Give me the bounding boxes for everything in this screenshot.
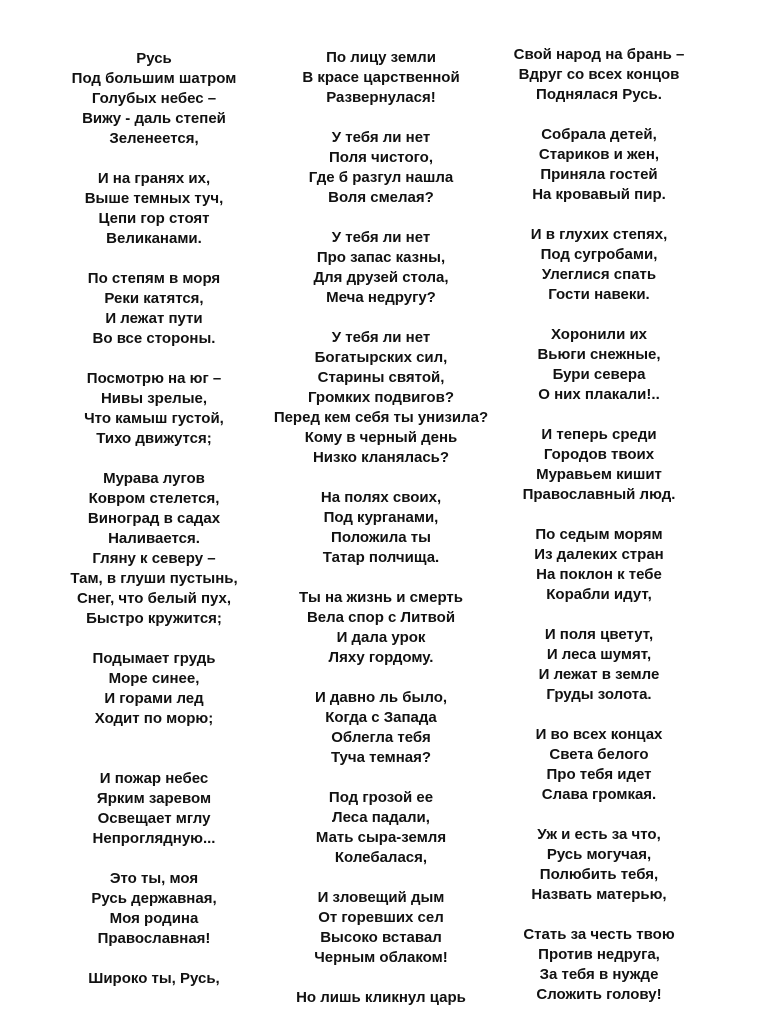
poem-line: И лежат в земле [538, 666, 660, 683]
poem-line: Когда с Запада [325, 709, 437, 726]
poem-line: От горевших сел [318, 909, 444, 926]
poem-line: Собрала детей, [541, 126, 657, 143]
poem-line: Света белого [549, 746, 649, 763]
poem-line: Где б разгул нашла [308, 169, 454, 186]
poem-line: И теперь среди [541, 426, 657, 443]
poem-line: Православный люд. [522, 486, 676, 503]
poem-line: И лежат пути [105, 310, 203, 327]
poem-line: Подымает грудь [92, 650, 216, 667]
poem-line: Там, в глуши пустынь, [70, 570, 238, 587]
poem-line: Старины святой, [317, 369, 445, 386]
poem-line: Против недруга, [538, 946, 660, 963]
poem-line: Улеглися спать [541, 266, 657, 283]
poem-line: На поклон к тебе [536, 566, 662, 583]
poem-line: Для друзей стола, [313, 269, 449, 286]
poem-line: Вижу - даль степей [82, 110, 226, 127]
poem-line: Под грозой ее [328, 789, 434, 806]
poem-line: Бури севера [552, 366, 646, 383]
poem-line: Во все стороны. [92, 330, 216, 347]
poem-line: На кровавый пир. [532, 186, 666, 203]
poem-line: Мурава лугов [103, 470, 205, 487]
poem-line: Поля чистого, [329, 149, 433, 166]
poem-line: И пожар небес [99, 770, 209, 787]
poem-line: Непроглядную... [92, 830, 216, 847]
poem-line: Положила ты [331, 529, 431, 546]
poem-line: Приняла гостей [540, 166, 658, 183]
poem-line: Ярким заревом [96, 790, 212, 807]
poem-line: У тебя ли нет [331, 329, 431, 346]
poem-line: Гляну к северу – [92, 550, 216, 567]
poem-line: Сложить голову! [536, 986, 662, 1003]
poem-line: Кому в черный день [304, 429, 458, 446]
poem-line: Ковром стелется, [88, 490, 220, 507]
poem-line: Городов твоих [543, 446, 655, 463]
poem-line: Русь [136, 50, 172, 67]
poem-line: Моя родина [109, 910, 199, 927]
poem-line: Громких подвигов? [308, 389, 454, 406]
poem-line: Муравьем кишит [536, 466, 662, 483]
poem-line: За тебя в нужде [539, 966, 659, 983]
poem-line: Хоронили их [550, 326, 648, 343]
poem-line: Слава громкая. [541, 786, 657, 803]
poem-line: И горами лед [104, 690, 204, 707]
poem-line: О них плакали!.. [538, 386, 660, 403]
poem-line: Туча темная? [330, 749, 432, 766]
poem-line: У тебя ли нет [331, 229, 431, 246]
poem-line: Про запас казны, [316, 249, 446, 266]
poem-line: Зеленеется, [109, 130, 199, 147]
poem-line: Свой народ на брань – [513, 46, 685, 63]
poem-line: Из далеких стран [534, 546, 664, 563]
poem-line: Под большим шатром [71, 70, 237, 87]
poem-line: Посмотрю на юг – [86, 370, 222, 387]
poem-line: Высоко вставал [320, 929, 442, 946]
poem-line: И во всех концах [535, 726, 663, 743]
poem-line: Снег, что белый пух, [76, 590, 232, 607]
poem-line: Вдруг со всех концов [518, 66, 680, 83]
poem-line: Быстро кружится; [86, 610, 222, 627]
poem-line: Русь могучая, [546, 846, 652, 863]
poem-line: Про тебя идет [546, 766, 652, 783]
poem-line: Корабли идут, [546, 586, 652, 603]
poem-line: Тихо движутся; [96, 430, 212, 447]
poem-line: Освещает мглу [97, 810, 211, 827]
poem-line: Стариков и жен, [538, 146, 660, 163]
poem-line: Богатырских сил, [314, 349, 448, 366]
poem-line: Вьюги снежные, [537, 346, 661, 363]
poem-line: Что камыш густой, [84, 410, 224, 427]
poem-line: Татар полчища. [322, 549, 440, 566]
poem-line: Колебалася, [334, 849, 428, 866]
poem-line: Наливается. [108, 530, 200, 547]
poem-line: Низко кланялась? [312, 449, 450, 466]
poem-line: По лицу земли [326, 49, 436, 66]
poem-line: И поля цветут, [544, 626, 654, 643]
poem-line: По степям в моря [87, 270, 221, 287]
poem-line: Перед кем себя ты унизила? [273, 409, 489, 426]
poem-line: И зловещий дым [317, 889, 445, 906]
poem-line: Мать сыра-земля [315, 829, 447, 846]
poem-line: Ляху гордому. [328, 649, 434, 666]
poem-line: Виноград в садах [87, 510, 221, 527]
poem-line: Выше темных туч, [84, 190, 224, 207]
poem-line: Ходит по морю; [94, 710, 214, 727]
poem-line: Реки катятся, [104, 290, 204, 307]
poem-line: Леса падали, [332, 809, 430, 826]
poem-line: Груды золота. [546, 686, 652, 703]
poem-line: По седым морям [535, 526, 663, 543]
poem-line: Воля смелая? [328, 189, 434, 206]
poem-line: Море синее, [108, 670, 200, 687]
poem-line: И дала урок [336, 629, 426, 646]
poem-line: Это ты, моя [109, 870, 199, 887]
poem-line: На полях своих, [320, 489, 442, 506]
poem-line: Полюбить тебя, [539, 866, 659, 883]
poem-line: В красе царственной [302, 69, 460, 86]
poem-line: Вела спор с Литвой [306, 609, 456, 626]
poem-line: Цепи гор стоят [98, 210, 210, 227]
poem-line: Православная! [97, 930, 211, 947]
poem-line: И леса шумят, [546, 646, 652, 663]
poem-line: И давно ль было, [314, 689, 448, 706]
poem-line: Назвать матерью, [531, 886, 667, 903]
poem-line: Гости навеки. [548, 286, 650, 303]
poem-line: Нивы зрелые, [100, 390, 208, 407]
poem-line: Великанами. [106, 230, 202, 247]
poem-line: Под курганами, [323, 509, 439, 526]
poem-line: Ты на жизнь и смерть [299, 589, 463, 606]
poem-line: Развернулася! [326, 89, 436, 106]
poem-line: Широко ты, Русь, [88, 970, 220, 987]
poem-line: И на гранях их, [97, 170, 211, 187]
poem-line: Под сугробами, [540, 246, 658, 263]
poem-line: Черным облаком! [314, 949, 448, 966]
poem-line: И в глухих степях, [530, 226, 668, 243]
poem-line: Облегла тебя [331, 729, 431, 746]
poem-line: Стать за честь твою [523, 926, 675, 943]
poem-line: Поднялася Русь. [536, 86, 662, 103]
poem-line: У тебя ли нет [331, 129, 431, 146]
poem-line: Русь державная, [91, 890, 217, 907]
poem-line: Голубых небес – [91, 90, 217, 107]
poem-line: Но лишь кликнул царь [296, 989, 466, 1006]
poem-line: Уж и есть за что, [537, 826, 661, 843]
poem-line: Меча недругу? [326, 289, 436, 306]
